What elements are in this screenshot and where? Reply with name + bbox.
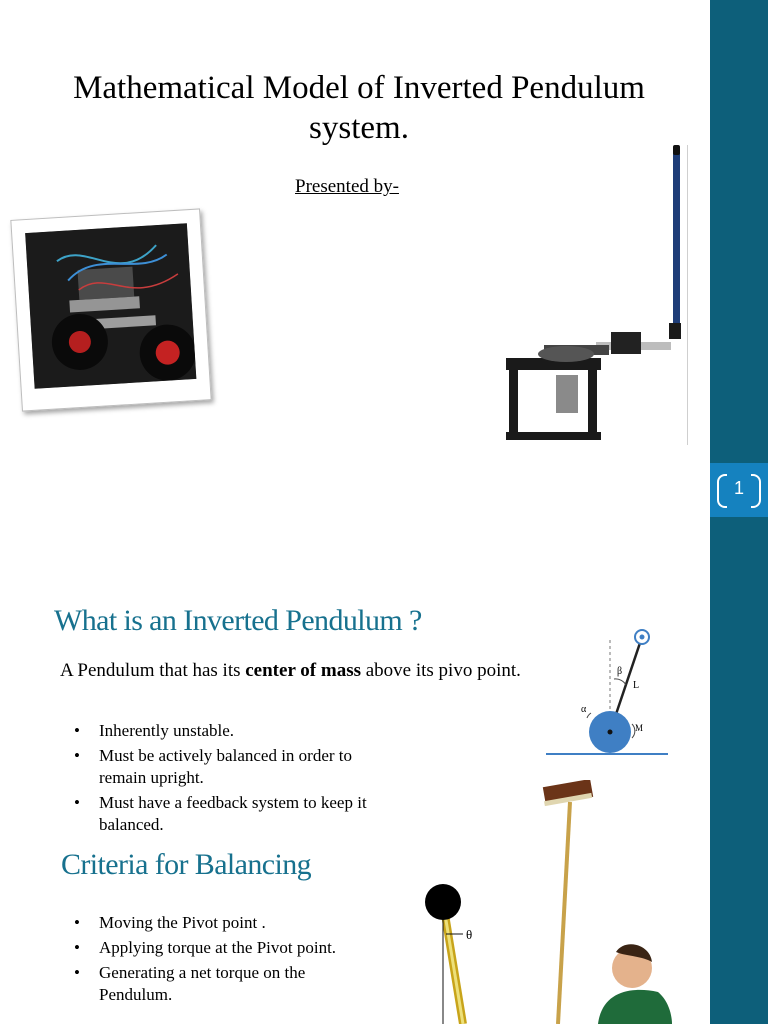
list-item: • Generating a net torque on the Pendulum.	[60, 962, 360, 1006]
robot-photo-image	[25, 223, 196, 389]
presented-by: Presented by-	[295, 176, 399, 197]
criteria-list	[60, 912, 360, 1009]
section-title-criteria: Criteria for Balancing	[61, 848, 312, 881]
beta-label: β	[617, 666, 623, 677]
pendulum-properties-list	[60, 720, 400, 839]
list-item: • Applying torque at the Pivot point.	[60, 937, 360, 959]
definition-pre: A Pendulum that has its	[60, 660, 246, 681]
balancing-illustration	[420, 780, 710, 1024]
alpha-label: α	[581, 704, 587, 715]
slide-divider	[687, 145, 688, 445]
list-item: • Inherently unstable.	[60, 720, 400, 742]
length-label: L	[633, 680, 640, 691]
pendulum-cart-diagram	[540, 625, 675, 765]
mass-label: M	[635, 723, 644, 733]
page-number-badge	[710, 463, 768, 517]
theta-label: θ	[466, 927, 473, 942]
slide-title: Mathematical Model of Inverted Pendulum system.	[73, 70, 645, 146]
definition-post: above its pivo point.	[360, 660, 521, 681]
list-item: • Must be actively balanced in order to remain upright.	[60, 745, 400, 789]
page-number: 1	[733, 478, 744, 498]
definition-text	[60, 658, 540, 683]
balancing-robot-icon	[25, 223, 196, 389]
section-title-inverted-pendulum: What is an Inverted Pendulum ?	[54, 604, 422, 637]
list-item: • Must have a feedback system to keep it balanced.	[60, 792, 400, 836]
robot-photo	[10, 208, 211, 411]
right-bracket-icon	[751, 474, 761, 508]
rotary-pendulum-apparatus	[496, 140, 696, 450]
definition-bold: center of mass	[245, 660, 361, 681]
list-item: • Moving the Pivot point .	[60, 912, 360, 934]
